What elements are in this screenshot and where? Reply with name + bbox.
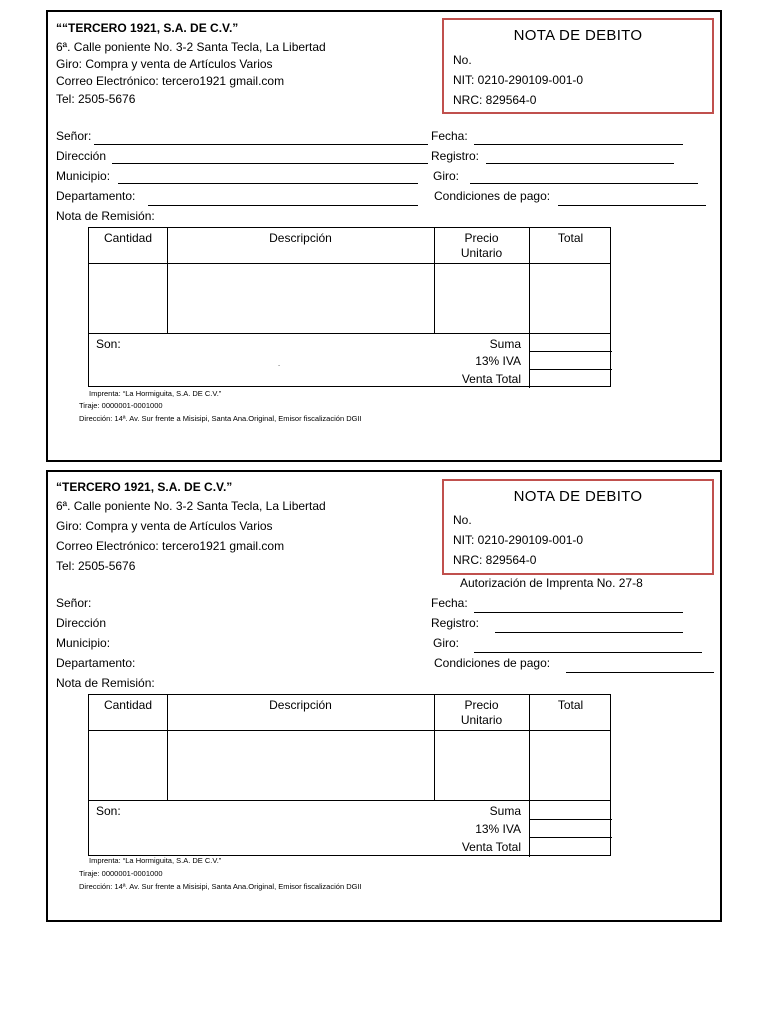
items-table	[88, 227, 611, 387]
debit-note-form-1	[46, 10, 722, 462]
field-label-departamento: Departamento:	[56, 189, 136, 203]
column-header-total: Total	[557, 231, 584, 245]
nrc-number: NRC: 829564-0	[453, 553, 537, 567]
stray-dot: .	[278, 359, 281, 368]
printer-info: Imprenta: “La Hormiguita, S.A. DE C.V.”	[89, 856, 222, 865]
field-label-fecha: Fecha:	[431, 596, 468, 610]
suma-label: Suma	[489, 337, 521, 351]
field-label-senor: Señor:	[56, 596, 92, 610]
company-address: 6ª. Calle poniente No. 3-2 Santa Tecla, La Libertad	[56, 499, 326, 513]
print-run: Tiraje: 0000001-0001000	[79, 401, 163, 410]
field-label-direccion: Dirección	[56, 149, 107, 163]
company-tel: Tel: 2505-5676	[56, 92, 136, 106]
company-giro: Giro: Compra y venta de Artículos Varios	[56, 519, 273, 533]
field-line-registro[interactable]	[495, 632, 683, 633]
field-label-municipio: Municipio:	[56, 169, 111, 183]
field-line-giro[interactable]	[474, 652, 702, 653]
company-tel: Tel: 2505-5676	[56, 559, 136, 573]
nit-number: NIT: 0210-290109-001-0	[453, 73, 584, 87]
field-label-fecha: Fecha:	[431, 129, 468, 143]
document-number: No.	[453, 53, 472, 67]
column-header-cantidad: Cantidad	[103, 231, 153, 245]
printer-address: Dirección: 14ª. Av. Sur frente a Misisipi, Santa Ana.Original, Emisor fiscalización DGII	[79, 882, 362, 891]
column-header-total: Total	[557, 698, 584, 712]
son-label: Son:	[96, 337, 121, 351]
iva-label: 13% IVA	[475, 822, 521, 836]
document-title: NOTA DE DEBITO	[513, 27, 643, 44]
field-line-senor[interactable]	[94, 144, 428, 145]
company-name: “TERCERO 1921, S.A. DE C.V.”	[56, 480, 233, 494]
field-line-condiciones-pago[interactable]	[558, 205, 706, 206]
nrc-number: NRC: 829564-0	[453, 93, 537, 107]
document-type-box	[442, 18, 714, 114]
venta-total-label: Venta Total	[461, 372, 521, 386]
document-title: NOTA DE DEBITO	[513, 488, 643, 505]
column-header-precio: Precio	[464, 231, 499, 245]
field-label-municipio: Municipio:	[56, 636, 111, 650]
column-header-descripcion: Descripción	[269, 698, 332, 712]
company-email: Correo Electrónico: tercero1921 gmail.com	[56, 539, 285, 553]
column-header-cantidad: Cantidad	[103, 698, 153, 712]
company-giro: Giro: Compra y venta de Artículos Varios	[56, 57, 273, 71]
column-header-descripcion: Descripción	[269, 231, 332, 245]
field-line-direccion[interactable]	[112, 163, 428, 164]
field-label-nota-remision: Nota de Remisión:	[56, 676, 155, 690]
column-header-unitario: Unitario	[460, 713, 503, 727]
field-label-giro: Giro:	[433, 636, 460, 650]
document-type-box	[442, 479, 714, 575]
field-line-giro[interactable]	[470, 183, 698, 184]
field-line-fecha[interactable]	[474, 612, 683, 613]
suma-label: Suma	[489, 804, 521, 818]
field-line-fecha[interactable]	[474, 144, 683, 145]
company-email: Correo Electrónico: tercero1921 gmail.com	[56, 74, 285, 88]
field-line-registro[interactable]	[486, 163, 674, 164]
nit-number: NIT: 0210-290109-001-0	[453, 533, 584, 547]
printer-address: Dirección: 14ª. Av. Sur frente a Misisipi, Santa Ana.Original, Emisor fiscalización DGII	[79, 414, 362, 423]
print-run: Tiraje: 0000001-0001000	[79, 869, 163, 878]
field-label-senor: Señor:	[56, 129, 92, 143]
company-name: ““TERCERO 1921, S.A. DE C.V.”	[56, 21, 239, 35]
company-address: 6ª. Calle poniente No. 3-2 Santa Tecla, La Libertad	[56, 40, 326, 54]
document-number: No.	[453, 513, 472, 527]
field-line-municipio[interactable]	[118, 183, 418, 184]
field-label-registro: Registro:	[431, 616, 480, 630]
column-header-unitario: Unitario	[460, 246, 503, 260]
column-header-precio: Precio	[464, 698, 499, 712]
field-label-direccion: Dirección	[56, 616, 107, 630]
field-label-nota-remision: Nota de Remisión:	[56, 209, 155, 223]
field-label-registro: Registro:	[431, 149, 480, 163]
field-label-departamento: Departamento:	[56, 656, 136, 670]
field-label-condiciones-pago: Condiciones de pago:	[434, 656, 551, 670]
field-label-condiciones-pago: Condiciones de pago:	[434, 189, 551, 203]
printer-authorization: Autorización de Imprenta No. 27-8	[460, 576, 643, 590]
field-line-condiciones-pago[interactable]	[566, 672, 714, 673]
venta-total-label: Venta Total	[461, 840, 521, 854]
debit-note-form-2	[46, 470, 722, 922]
iva-label: 13% IVA	[475, 354, 521, 368]
field-label-giro: Giro:	[433, 169, 460, 183]
field-line-departamento[interactable]	[148, 205, 418, 206]
items-table	[88, 694, 611, 856]
printer-info: Imprenta: “La Hormiguita, S.A. DE C.V.”	[89, 389, 222, 398]
son-label: Son:	[96, 804, 121, 818]
